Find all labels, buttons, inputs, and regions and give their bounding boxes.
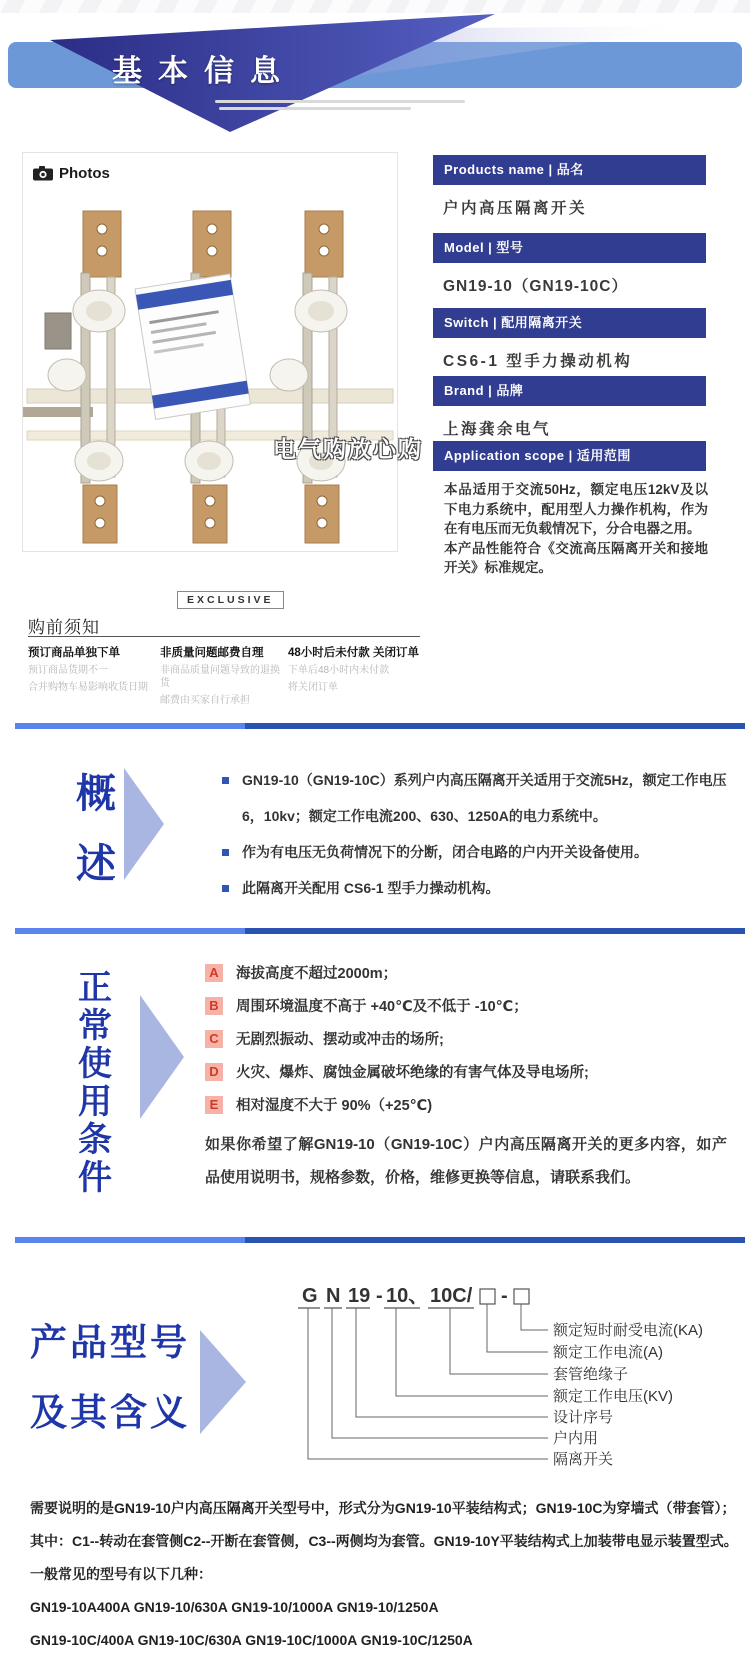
condition-text: 海拔高度不超过2000m；: [236, 966, 398, 982]
bullet-square-icon: [222, 885, 229, 892]
condition-tag-badge: D: [205, 1063, 223, 1081]
overview-arrow: [124, 768, 164, 880]
info-header-switch: Switch | 配用隔离开关: [433, 308, 706, 338]
exclusive-badge: EXCLUSIVE: [177, 591, 284, 609]
diagram-label: 户内用: [553, 1430, 599, 1447]
overview-bullet-text: 此隔离开关配用 CS6-1 型手力操动机构。: [242, 880, 500, 896]
footer-notes: [30, 1500, 740, 1664]
blank-box: [514, 1289, 529, 1304]
model-section-title-line1: 产品型号: [30, 1322, 190, 1363]
info-header-model: Model | 型号: [433, 233, 706, 263]
notice-column-line: 邮费由买家自行承担: [160, 695, 250, 706]
condition-tag-badge: E: [205, 1096, 223, 1114]
formula-part: -: [376, 1285, 383, 1307]
notice-column-shipping: [160, 644, 288, 707]
condition-text: 火灾、爆炸、腐蚀金属破坏绝缘的有害气体及导电场所;: [236, 1065, 589, 1081]
diagram-label: 额定短时耐受电流(KA): [553, 1322, 704, 1339]
condition-text: 无剧烈振动、摆动或冲击的场所;: [236, 1032, 444, 1048]
condition-tag-badge: B: [205, 997, 223, 1015]
overview-bullet-list: [222, 762, 730, 906]
condition-tag-badge: A: [205, 964, 223, 982]
fine-print-line: [219, 107, 411, 110]
model-section-arrow: [200, 1330, 246, 1434]
section-divider: [15, 723, 745, 729]
condition-text: 相对湿度不大于 90%（+25℃): [236, 1098, 433, 1114]
diagram-connector-lines: [308, 1304, 548, 1459]
info-value-brand: 上海龚余电气: [443, 421, 552, 438]
diagram-label: 设计序号: [553, 1409, 614, 1426]
camera-icon: [33, 166, 53, 181]
notice-column-line: 将关闭订单: [288, 682, 338, 693]
condition-item: [205, 962, 397, 983]
info-header-application-scope: Application scope | 适用范围: [433, 441, 706, 471]
notice-column-payment: [288, 644, 419, 694]
notice-column-line: 非商品质量问题导致的退换货: [160, 665, 280, 689]
purchase-notice-rule: [28, 636, 420, 637]
section-banner-basic-info: [0, 14, 750, 144]
overview-bullet-text: 作为有电压无负荷情况下的分断，闭合电路的户内开关设备使用。: [242, 844, 648, 860]
formula-part: 10C/: [430, 1285, 473, 1307]
top-decorative-frieze: [0, 0, 750, 13]
formula-part: N: [326, 1285, 341, 1307]
notice-column-line: 预订商品货期不一: [28, 665, 108, 676]
overview-title-char: 述: [76, 842, 116, 886]
fine-print-line: [215, 100, 465, 103]
diagram-label: 套管绝缘子: [553, 1366, 629, 1383]
footer-note-line: 需要说明的是GN19-10户内高压隔离开关型号中，形式分为GN19-10平装结构式；GN19-10C为穿墙式（带套管）；: [30, 1500, 736, 1516]
footer-note-line: GN19-10A400A GN19-10/630A GN19-10/1000A GN19-10/1250A: [30, 1599, 439, 1615]
condition-tag-badge: C: [205, 1030, 223, 1048]
footer-note-line: 一般常见的型号有以下几种：: [30, 1566, 212, 1582]
info-header-brand: Brand | 品牌: [433, 376, 706, 406]
notice-column-line: 下单后48小时内未付款: [288, 665, 390, 676]
overview-title-char: 概: [76, 772, 116, 816]
condition-item: [205, 1028, 444, 1049]
conditions-title-char: 常: [78, 1007, 112, 1045]
isolation-switch-photo: [23, 193, 397, 551]
conditions-title-char: 正: [78, 969, 112, 1007]
info-value-products-name: 户内高压隔离开关: [443, 200, 588, 217]
overview-bullet: [222, 834, 730, 870]
overview-bullet: [222, 870, 730, 906]
overview-bullet: [222, 762, 730, 834]
diagram-label: 额定工作电压(KV): [553, 1388, 674, 1405]
section-divider: [15, 928, 745, 934]
notice-column-title: 48小时后未付款 关闭订单: [288, 647, 419, 659]
formula-part: 10、: [386, 1285, 429, 1307]
formula-part: 19: [348, 1285, 371, 1307]
contact-paragraph: 如果你希望了解GN19-10（GN19-10C）户内高压隔离开关的更多内容，如产品使用说明书，规格参数，价格，维修更换等信息，请联系我们。: [205, 1136, 727, 1186]
notice-column-line: 合并购物车易影响收货日期: [28, 682, 148, 693]
overview-bullet-text: GN19-10（GN19-10C）系列户内高压隔离开关适用于交流5Hz，额定工作电压 6，10kv；额定工作电流200、630、1250A的电力系统中。: [242, 772, 727, 824]
model-designation-diagram: [292, 1284, 750, 1474]
conditions-title-char: 使: [78, 1045, 112, 1083]
product-label-card: [135, 274, 250, 419]
phase-unit: [270, 211, 347, 543]
info-value-switch: CS6-1 型手力操动机构: [443, 353, 633, 370]
photos-label-text: Photos: [59, 165, 110, 182]
notice-column-title: 非质量问题邮费自理: [160, 647, 264, 659]
notice-column-preorder: [28, 644, 156, 694]
condition-item: [205, 1061, 589, 1082]
application-scope-paragraph-2: 本产品性能符合《交流高压隔离开关和接地开关》标准规定。: [444, 540, 708, 575]
purchase-notice-title: 购前须知: [28, 618, 100, 637]
section-divider: [15, 1237, 745, 1243]
product-photo-panel: [22, 152, 423, 552]
conditions-title-char: 条: [78, 1121, 112, 1159]
condition-text: 周围环境温度不高于 +40℃及不低于 -10℃；: [236, 999, 528, 1015]
info-value-application-scope: [444, 480, 708, 578]
notice-column-title: 预订商品单独下单: [28, 647, 120, 659]
condition-item: [205, 995, 528, 1016]
diagram-label: 额定工作电流(A): [553, 1344, 663, 1361]
conditions-title-char: 用: [78, 1083, 112, 1121]
conditions-arrow: [140, 995, 184, 1119]
phase-unit: [48, 211, 125, 543]
info-value-model: GN19-10（GN19-10C）: [443, 278, 628, 295]
photos-label: [33, 165, 110, 182]
model-section-title-line2: 及其含义: [30, 1392, 190, 1433]
bullet-square-icon: [222, 849, 229, 856]
footer-note-line: GN19-10C/400A GN19-10C/630A GN19-10C/1000A GN19-10C/1250A: [30, 1632, 473, 1648]
conditions-title-char: 件: [78, 1159, 112, 1197]
info-header-products-name: Products name | 品名: [433, 155, 706, 185]
section-title-basic-info: 基本信息: [112, 55, 296, 88]
photo-watermark-text: 电气购放心购: [273, 436, 423, 462]
formula-dash: -: [501, 1285, 508, 1307]
condition-item: [205, 1094, 432, 1115]
application-scope-paragraph-1: 本品适用于交流50Hz，额定电压12kV及以下电力系统中，配用型人力操作机构，作为在有电压而无负载情况下，分合电器之用。: [444, 482, 708, 536]
diagram-label: 隔离开关: [553, 1451, 614, 1468]
footer-note-line: 其中：C1--转动在套管侧C2--开断在套管侧，C3--两侧均为套管。GN19-10Y平装结构式上加装带电显示装置型式。: [30, 1533, 738, 1549]
bullet-square-icon: [222, 777, 229, 784]
formula-part: G: [302, 1285, 318, 1307]
blank-box: [480, 1289, 495, 1304]
